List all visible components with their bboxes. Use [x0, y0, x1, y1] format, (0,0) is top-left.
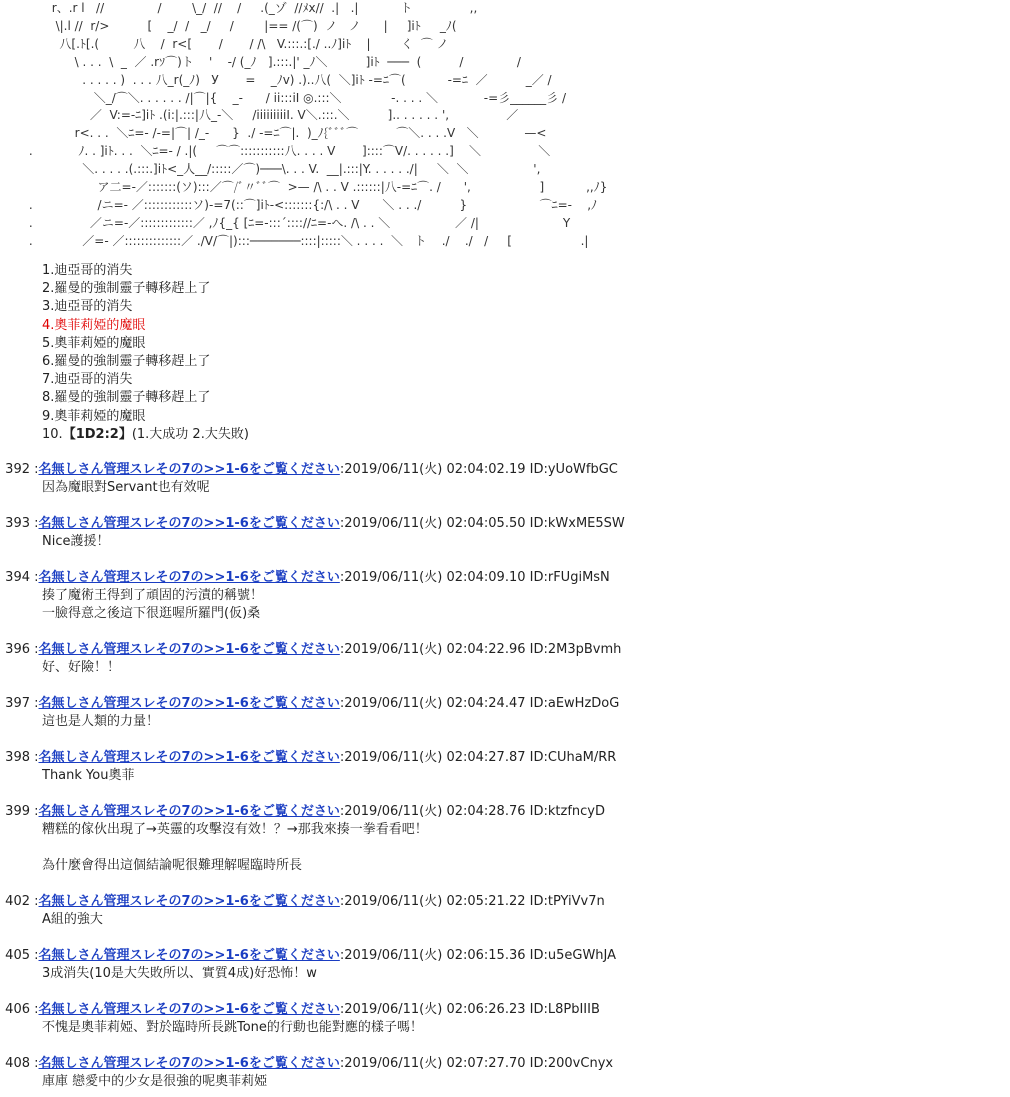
- choice-text: 羅曼的強制靈子轉移趕上了: [54, 281, 211, 297]
- choice-number: 1.: [42, 263, 55, 278]
- choice-text: 羅曼的強制靈子轉移趕上了: [54, 390, 211, 406]
- post-datetime: 2019/06/11(火) 02:06:15.36: [344, 948, 526, 963]
- post-body: [0, 713, 1010, 731]
- post: [0, 749, 1010, 803]
- ascii-art-line: r、.r l // / \_/ // / .(_ゾ //ﾒx// .| .| ト ,,: [6, 1, 478, 15]
- choice-item: [42, 389, 742, 407]
- choice-text: 迪亞哥的消失: [54, 372, 133, 388]
- post-header: [0, 947, 1010, 965]
- post-header: [0, 893, 1010, 911]
- post: [0, 515, 1010, 569]
- post-number: 399: [5, 804, 30, 819]
- post-body: [0, 767, 1010, 785]
- post-body-line: [42, 839, 1010, 857]
- choice-number: 2.: [42, 281, 55, 297]
- post-separator: :: [30, 516, 39, 531]
- post-spacer: [0, 875, 1010, 893]
- choice-number: 8.: [42, 390, 55, 406]
- choice-item: [42, 408, 742, 426]
- ascii-art: [6, 0, 806, 252]
- choice-number: 10.: [42, 426, 63, 442]
- ascii-art-line: . ／ニ=-／:::::::::::::／ ,ﾉ{_{ [ﾆ=-:::´:::://ﾆ=-へ. /\ . . ＼ ／ /| Y: [6, 215, 571, 230]
- choice-list: [42, 262, 742, 444]
- choice-number: 3.: [42, 299, 55, 315]
- post-separator: :: [30, 894, 39, 909]
- post-body-line: 一臉得意之後這下很逛喔所羅門(仮)桑: [42, 606, 261, 621]
- post-separator: :: [30, 1002, 39, 1017]
- poster-name-link[interactable]: 名無しさん管理スレその7の>>1-6をご覧ください: [38, 948, 340, 963]
- choice-item: [42, 371, 742, 389]
- choice-number: 6.: [42, 353, 55, 369]
- ascii-art-line: ／ V:=-ﾆ]iﾄ .(i:|.:::|八_-＼ /iiiiiiiiiI. V＼.:::.＼ ].. . . . . . ', ／: [6, 108, 519, 123]
- dice-legend: (1.大成功 2.大失敗): [131, 426, 249, 442]
- ascii-art-line: ア二=-／:::::::(ソ):::／⌒/ﾞ〃ﾞﾞ⌒ >— /\ . . V .::::::|八-=ﾆ⌒. / ', ] ,,ﾉ}: [6, 180, 608, 195]
- post-spacer: [0, 1037, 1010, 1055]
- post-body: [0, 821, 1010, 875]
- post-body: [0, 659, 1010, 677]
- ascii-art-line: . ／=- ／::::::::::::::／ ./V/⌒|):::───────::::|:::::＼ . . . . ＼ ト ./ ./ / [ .|: [6, 233, 589, 248]
- post-separator: :: [30, 948, 39, 963]
- ascii-art-line: . /ニ=- ／::::::::::::ソ)-=7(::⌒]iﾄ-<:::::::{:/\ . . V ＼ . . ./ } ⌒ﾆ=- ,ﾉ: [6, 197, 598, 212]
- post-body: [0, 1019, 1010, 1037]
- post-spacer: [0, 497, 1010, 515]
- post: [0, 695, 1010, 749]
- choice-number: 4.: [42, 317, 55, 333]
- post-number: 406: [5, 1002, 30, 1017]
- poster-name-link[interactable]: 名無しさん管理スレその7の>>1-6をご覧ください: [38, 462, 340, 477]
- ascii-art-line: r<. . . ＼ﾆ=- /-=|⌒| /_- } ./ -=ﾆ⌒|. )_ﾉ{ﾞﾞﾞ⌒ ⌒＼. . . .V ＼ —<: [6, 126, 547, 141]
- post-header: [0, 803, 1010, 821]
- post-body-line: 不愧是奧菲莉婭、對於臨時所長跳Tone的行動也能對應的樣子嗎！: [42, 1020, 423, 1035]
- post-spacer: [0, 983, 1010, 1001]
- post-datetime: 2019/06/11(火) 02:04:22.96: [344, 642, 526, 657]
- post-separator: :: [339, 642, 345, 657]
- ascii-art-line: . ﾉ. . ]iﾄ. . . ＼ﾆ=- / .|( ⌒⌒:::::::::::八. . . . V ]::::⌒V/. . . . . .] ＼ ＼: [6, 144, 551, 159]
- post-id: ID:ktzfncyD: [529, 804, 605, 819]
- post-body-line: Thank You奧菲: [42, 768, 135, 783]
- post-datetime: 2019/06/11(火) 02:04:27.87: [344, 750, 526, 765]
- post: [0, 1055, 1010, 1097]
- post-id: ID:yUoWfbGC: [529, 462, 618, 477]
- post-number: 408: [5, 1056, 30, 1071]
- post-body-line: 揍了魔術王得到了頑固的污漬的稱號！: [42, 588, 264, 603]
- choice-item: [42, 298, 742, 316]
- post-header: [0, 569, 1010, 587]
- post-separator: :: [339, 570, 345, 585]
- post-datetime: 2019/06/11(火) 02:06:26.23: [344, 1002, 526, 1017]
- post-separator: :: [339, 750, 345, 765]
- choice-item: [42, 317, 742, 335]
- post-id: ID:u5eGWhJA: [529, 948, 617, 963]
- post-separator: :: [30, 642, 39, 657]
- post-spacer: [0, 551, 1010, 569]
- post-header: [0, 461, 1010, 479]
- post-body-line: 好、好險！！: [42, 660, 121, 675]
- poster-name-link[interactable]: 名無しさん管理スレその7の>>1-6をご覧ください: [38, 570, 340, 585]
- post-separator: :: [30, 696, 39, 711]
- post-number: 393: [5, 516, 30, 531]
- post-separator: :: [339, 948, 345, 963]
- post-body-line: 3成消失(10是大失敗所以、實質4成)好恐怖！w: [42, 966, 317, 981]
- choice-item: [42, 280, 742, 298]
- poster-name-link[interactable]: 名無しさん管理スレその7の>>1-6をご覧ください: [38, 1056, 340, 1071]
- post-number: 392: [5, 462, 30, 477]
- post-id: ID:200vCnyx: [529, 1056, 614, 1071]
- post-body-line: 為什麼會得出這個結論呢很難理解喔臨時所長: [42, 858, 303, 873]
- choice-text: 迪亞哥的消失: [54, 263, 133, 278]
- choice-number: 7.: [42, 372, 55, 388]
- post-body: [0, 479, 1010, 497]
- post-separator: :: [339, 516, 345, 531]
- poster-name-link[interactable]: 名無しさん管理スレその7の>>1-6をご覧ください: [38, 804, 340, 819]
- post-number: 394: [5, 570, 30, 585]
- poster-name-link[interactable]: 名無しさん管理スレその7の>>1-6をご覧ください: [38, 516, 340, 531]
- choice-text: 奧菲莉婭的魔眼: [54, 317, 146, 333]
- post-separator: :: [30, 804, 39, 819]
- post-spacer: [0, 677, 1010, 695]
- choice-text: 迪亞哥的消失: [54, 299, 133, 315]
- choice-number: 5.: [42, 335, 55, 351]
- post-spacer: [0, 731, 1010, 749]
- post-body-line: 因為魔眼對Servant也有效呢: [42, 480, 210, 495]
- choice-text: 奧菲莉婭的魔眼: [54, 408, 146, 424]
- choice-item: [42, 335, 742, 353]
- post-separator: :: [339, 696, 345, 711]
- ascii-art-line: . . . . . ) . . . 八_r(_ﾉ) У = _ﾉv) .)..八( ＼]iﾄ -=ﾆ⌒( -=ﾆ ／ _／ /: [6, 72, 552, 87]
- post-datetime: 2019/06/11(火) 02:07:27.70: [344, 1056, 526, 1071]
- post-id: ID:2M3pBvmh: [529, 642, 622, 657]
- post-separator: :: [30, 462, 39, 477]
- post-separator: :: [30, 1056, 39, 1071]
- poster-name-link[interactable]: 名無しさん管理スレその7の>>1-6をご覧ください: [38, 696, 340, 711]
- post-datetime: 2019/06/11(火) 02:05:21.22: [344, 894, 526, 909]
- poster-name-link[interactable]: 名無しさん管理スレその7の>>1-6をご覧ください: [38, 894, 340, 909]
- post-header: [0, 749, 1010, 767]
- choice-text: 羅曼的強制靈子轉移趕上了: [54, 353, 211, 369]
- post-datetime: 2019/06/11(火) 02:04:02.19: [344, 462, 526, 477]
- poster-name-link[interactable]: 名無しさん管理スレその7の>>1-6をご覧ください: [38, 642, 340, 657]
- post-body: [0, 911, 1010, 929]
- post-body-line: Nice護援！: [42, 534, 110, 549]
- post-separator: :: [339, 894, 345, 909]
- post-separator: :: [30, 750, 39, 765]
- post-body-line: 這也是人類的力量！: [42, 714, 160, 729]
- choice-number: 9.: [42, 408, 55, 424]
- post-separator: :: [339, 1002, 345, 1017]
- post-separator: :: [30, 570, 39, 585]
- post-datetime: 2019/06/11(火) 02:04:09.10: [344, 570, 526, 585]
- post: [0, 893, 1010, 947]
- post-number: 397: [5, 696, 30, 711]
- post-header: [0, 1001, 1010, 1019]
- post-list: [0, 461, 1010, 1097]
- post: [0, 461, 1010, 515]
- ascii-art-line: 八[.ﾄ[.( 八 / r<[ / / /\ V.:::.:[./ ..ﾉ]iﾄ | く ⌒ ノ: [6, 36, 449, 51]
- post-spacer: [0, 1091, 1010, 1097]
- post: [0, 641, 1010, 695]
- post-body-line: A組的強大: [42, 912, 103, 927]
- post-number: 405: [5, 948, 30, 963]
- post-datetime: 2019/06/11(火) 02:04:05.50: [344, 516, 526, 531]
- post-id: ID:aEwHzDoG: [529, 696, 620, 711]
- post: [0, 1001, 1010, 1055]
- post-id: ID:rFUgiMsN: [529, 570, 610, 585]
- post-body: [0, 533, 1010, 551]
- post-body: [0, 1073, 1010, 1091]
- choice-item: [42, 353, 742, 371]
- post-header: [0, 515, 1010, 533]
- ascii-art-line: \ . . . \ _ ／ .rｿ⌒)ト ' -/ (_ﾉ ].:::.|' _ﾉ＼ ]iﾄ ─── ( / /: [6, 54, 521, 69]
- post: [0, 569, 1010, 641]
- post-id: ID:L8PbIIIB: [529, 1002, 600, 1017]
- dice-roll: 【1D2:2】: [62, 426, 132, 442]
- post-header: [0, 695, 1010, 713]
- post: [0, 803, 1010, 893]
- post-body-line: 庫庫 戀愛中的少女是很強的呢奧菲莉婭: [42, 1074, 268, 1089]
- post-separator: :: [339, 462, 345, 477]
- post-body: [0, 587, 1010, 623]
- post: [0, 947, 1010, 1001]
- post-header: [0, 1055, 1010, 1073]
- post-spacer: [0, 623, 1010, 641]
- choice-item: [42, 262, 742, 280]
- post-body: [0, 965, 1010, 983]
- post-header: [0, 641, 1010, 659]
- choice-text: 奧菲莉婭的魔眼: [54, 335, 146, 351]
- poster-name-link[interactable]: 名無しさん管理スレその7の>>1-6をご覧ください: [38, 750, 340, 765]
- post-separator: :: [339, 804, 345, 819]
- post-datetime: 2019/06/11(火) 02:04:28.76: [344, 804, 526, 819]
- post-id: ID:kWxME5SW: [529, 516, 625, 531]
- post-spacer: [0, 929, 1010, 947]
- post-separator: :: [339, 1056, 345, 1071]
- post-id: ID:CUhaM/RR: [529, 750, 617, 765]
- post-id: ID:tPYiVv7n: [529, 894, 605, 909]
- poster-name-link[interactable]: 名無しさん管理スレその7の>>1-6をご覧ください: [38, 1002, 340, 1017]
- ascii-art-line: \|.l // r/> [ _/ / _/ / |== /(⌒) ノ ノ | ]iﾄ _ﾉ(: [6, 18, 457, 33]
- dice-result-line: [42, 426, 742, 444]
- ascii-art-line: ＼_/⌒＼. . . . . . /|⌒|{ _- / ii:::iI ◎.:::＼ -. . . . ＼ -=彡______彡 /: [6, 90, 566, 105]
- post-number: 398: [5, 750, 30, 765]
- post-number: 396: [5, 642, 30, 657]
- post-datetime: 2019/06/11(火) 02:04:24.47: [344, 696, 526, 711]
- ascii-art-line: ＼. . . . .(.:::.]iﾄ<_人__/:::::／⌒)───\. . . V. __|.:::|Y. . . . . ./| ＼ ＼ ',: [6, 162, 541, 177]
- post-number: 402: [5, 894, 30, 909]
- post-spacer: [0, 785, 1010, 803]
- post-body-line: 糟糕的傢伙出現了→英靈的攻擊沒有效！？→那我來揍一拳看看吧！: [42, 822, 428, 837]
